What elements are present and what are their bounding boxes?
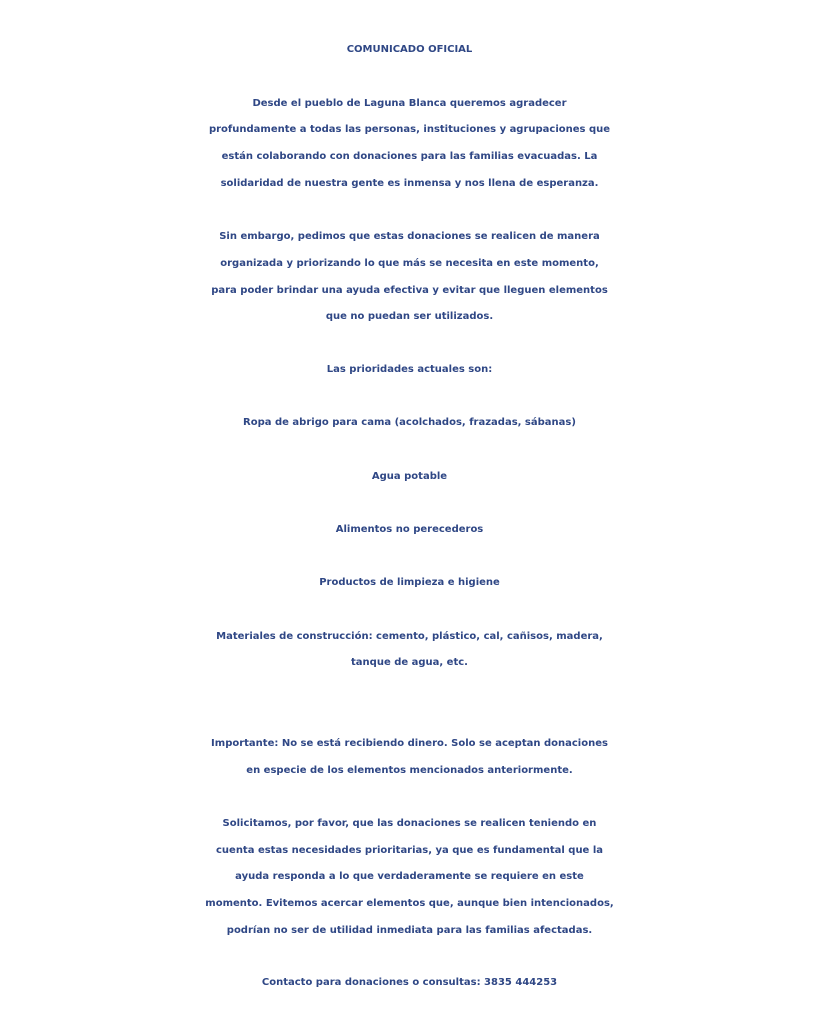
closing-line: Solicitamos, por favor, que las donaciones se realicen teniendo en	[222, 818, 597, 829]
closing-line: momento. Evitemos acercar elementos que, aunque bien intencionados,	[205, 898, 614, 909]
intro-line: solidaridad de nuestra gente es inmensa y nos llena de esperanza.	[220, 178, 599, 189]
priority-item: Agua potable	[371, 471, 448, 482]
priority-item: Productos de limpieza e higiene	[319, 577, 500, 588]
request-line: que no puedan ser utilizados.	[325, 311, 494, 322]
request-line: Sin embargo, pedimos que estas donaciones se realicen de manera	[219, 231, 600, 242]
closing-line: podrían no ser de utilidad inmediata para las familias afectadas.	[226, 925, 593, 936]
announcement-title: COMUNICADO OFICIAL	[346, 44, 473, 55]
contact-info: Contacto para donaciones o consultas: 3835 444253	[261, 977, 558, 988]
intro-line: profundamente a todas las personas, instituciones y agrupaciones que	[208, 124, 611, 135]
closing-line: ayuda responda a lo que verdaderamente se requiere en este	[235, 871, 584, 882]
priority-item: Alimentos no perecederos	[335, 524, 484, 535]
request-line: para poder brindar una ayuda efectiva y evitar que lleguen elementos	[211, 285, 608, 296]
important-note: en especie de los elementos mencionados anteriormente.	[246, 765, 573, 776]
intro-line: Desde el pueblo de Laguna Blanca queremos agradecer	[252, 98, 567, 109]
intro-line: están colaborando con donaciones para las familias evacuadas. La	[221, 151, 598, 162]
request-line: organizada y priorizando lo que más se necesita en este momento,	[220, 258, 599, 269]
priority-item: tanque de agua, etc.	[351, 657, 468, 668]
priority-item: Materiales de construcción: cemento, plástico, cal, cañisos, madera,	[216, 631, 603, 642]
priorities-heading: Las prioridades actuales son:	[326, 364, 493, 375]
important-note: Importante: No se está recibiendo dinero. Solo se aceptan donaciones	[211, 738, 608, 749]
priority-item: Ropa de abrigo para cama (acolchados, frazadas, sábanas)	[243, 417, 576, 428]
closing-line: cuenta estas necesidades prioritarias, ya que es fundamental que la	[215, 845, 604, 856]
